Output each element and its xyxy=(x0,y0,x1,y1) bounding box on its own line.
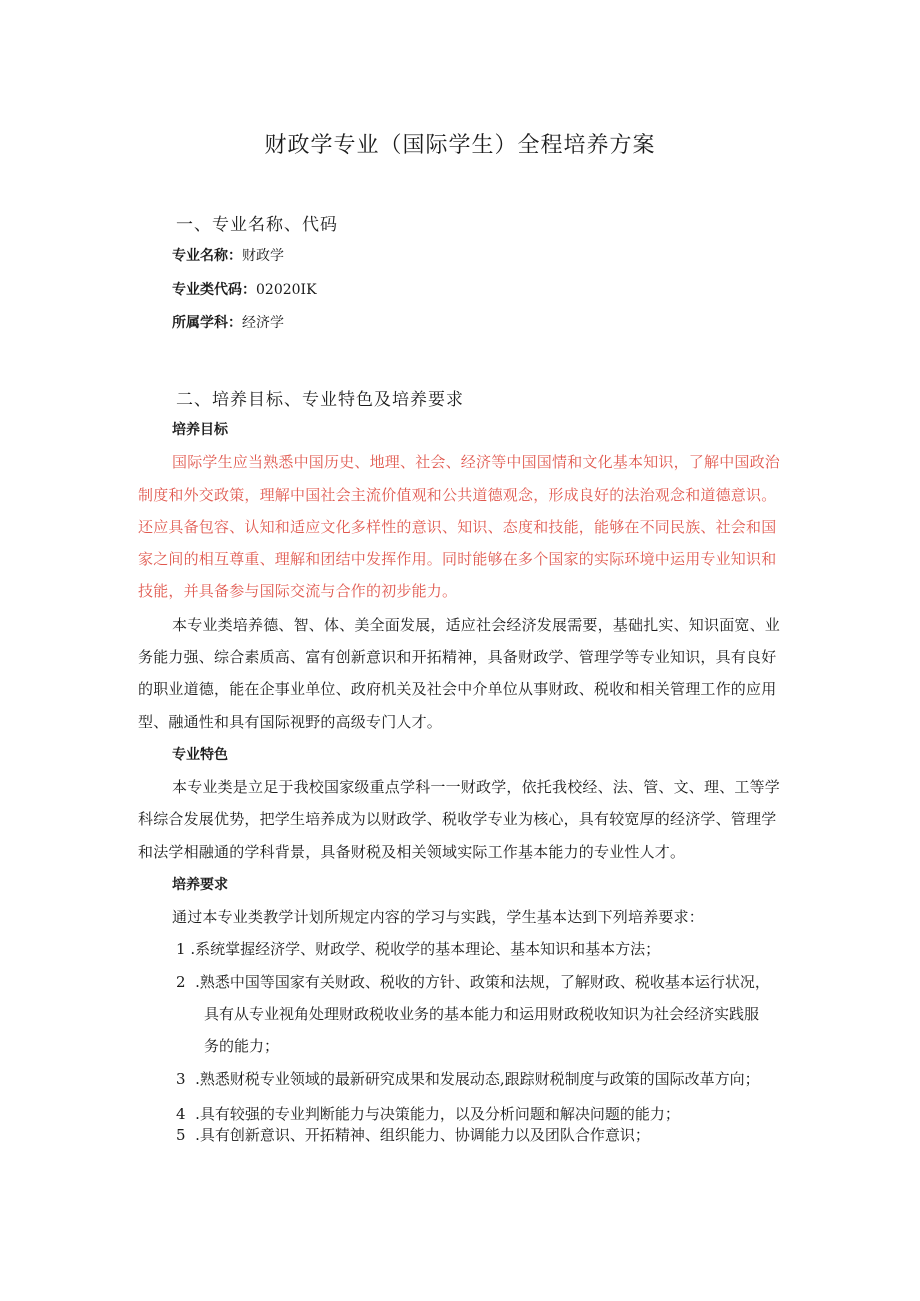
requirements-label: 培养要求 xyxy=(172,877,228,893)
requirements-intro: 通过本专业类教学计划所规定内容的学习与实践，学生基本达到下列培养要求： xyxy=(172,908,705,926)
requirement-text: .系统掌握经济学、财政学、税收学的基本理论、基本知识和基本方法； xyxy=(190,940,661,958)
requirement-text-cont: 务的能力； xyxy=(204,1037,280,1055)
goal-red-line: 国际学生应当熟悉中国历史、地理、社会、经济等中国国情和文化基本知识，了解中国政治 xyxy=(172,453,781,471)
requirement-text: .熟悉中国等国家有关财政、税收的方针、政策和法规，了解财政、税收基本运行状况， xyxy=(195,973,770,991)
requirement-item xyxy=(176,1103,680,1124)
goal-label: 培养目标 xyxy=(172,422,228,438)
requirement-text: .具有创新意识、开拓精神、组织能力、协调能力以及团队合作意识； xyxy=(195,1126,650,1144)
requirement-number: 5 xyxy=(176,1126,186,1144)
requirement-item xyxy=(176,1124,650,1145)
major-name-key: 专业名称： xyxy=(172,248,242,264)
goal-line: 务能力强、综合素质高、富有创新意识和开拓精神，具备财政学、管理学等专业知识，具有良好 xyxy=(138,648,777,666)
discipline-value: 经济学 xyxy=(242,315,284,331)
major-code-field xyxy=(172,279,317,299)
major-name-value: 财政学 xyxy=(242,248,284,264)
feature-line: 本专业类是立足于我校国家级重点学科一一财政学，依托我校经、法、管、文、理、工等学 xyxy=(172,778,781,796)
discipline-key: 所属学科： xyxy=(172,315,242,331)
goal-red-line: 还应具备包容、认知和适应文化多样性的意识、知识、态度和技能，能够在不同民族、社会和国 xyxy=(138,518,777,536)
requirement-number: 3 xyxy=(176,1070,186,1088)
goal-red-line: 制度和外交政策，理解中国社会主流价值观和公共道德观念，形成良好的法治观念和道德意识。 xyxy=(138,486,777,504)
goal-line: 的职业道德，能在企事业单位、政府机关及社会中介单位从事财政、税收和相关管理工作的应用 xyxy=(138,680,777,698)
requirement-item xyxy=(176,938,660,959)
requirement-number: 2 xyxy=(176,973,186,991)
requirement-text: .熟悉财税专业领域的最新研究成果和发展动态,跟踪财税制度与政策的国际改革方向； xyxy=(195,1070,760,1088)
feature-line: 和法学相融通的学科背景，具备财税及相关领域实际工作基本能力的专业性人才。 xyxy=(138,843,686,861)
discipline-field xyxy=(172,312,284,332)
goal-red-line: 家之间的相互尊重、理解和团结中发挥作用。同时能够在多个国家的实际环境中运用专业知识和 xyxy=(138,550,777,568)
major-code-key: 专业类代码： xyxy=(172,282,256,298)
goal-line: 本专业类培养德、智、体、美全面发展，适应社会经济发展需要，基础扎实、知识面宽、业 xyxy=(172,616,781,634)
requirement-item xyxy=(176,1068,760,1089)
major-name-field xyxy=(172,245,284,265)
requirement-text-cont: 具有从专业视角处理财政税收业务的基本能力和运用财政税收知识为社会经济实践服 xyxy=(204,1005,760,1023)
goal-line: 型、融通性和具有国际视野的高级专门人才。 xyxy=(138,713,443,731)
requirement-item xyxy=(176,971,770,992)
goal-red-line: 技能，并具备参与国际交流与合作的初步能力。 xyxy=(138,582,458,600)
requirement-number: 1 xyxy=(176,940,186,958)
section2-heading: 二、培养目标、专业特色及培养要求 xyxy=(176,390,464,410)
document-title: 财政学专业（国际学生）全程培养方案 xyxy=(264,133,656,158)
major-code-value: 02020IK xyxy=(256,282,317,298)
requirement-number: 4 xyxy=(176,1105,186,1123)
section1-heading: 一、专业名称、代码 xyxy=(176,215,338,235)
requirement-text: .具有较强的专业判断能力与决策能力，以及分析问题和解决问题的能力； xyxy=(195,1105,680,1123)
feature-line: 科综合发展优势，把学生培养成为以财政学、税收学专业为核心，具有较宽厚的经济学、管理学 xyxy=(138,810,777,828)
feature-label: 专业特色 xyxy=(172,747,228,763)
